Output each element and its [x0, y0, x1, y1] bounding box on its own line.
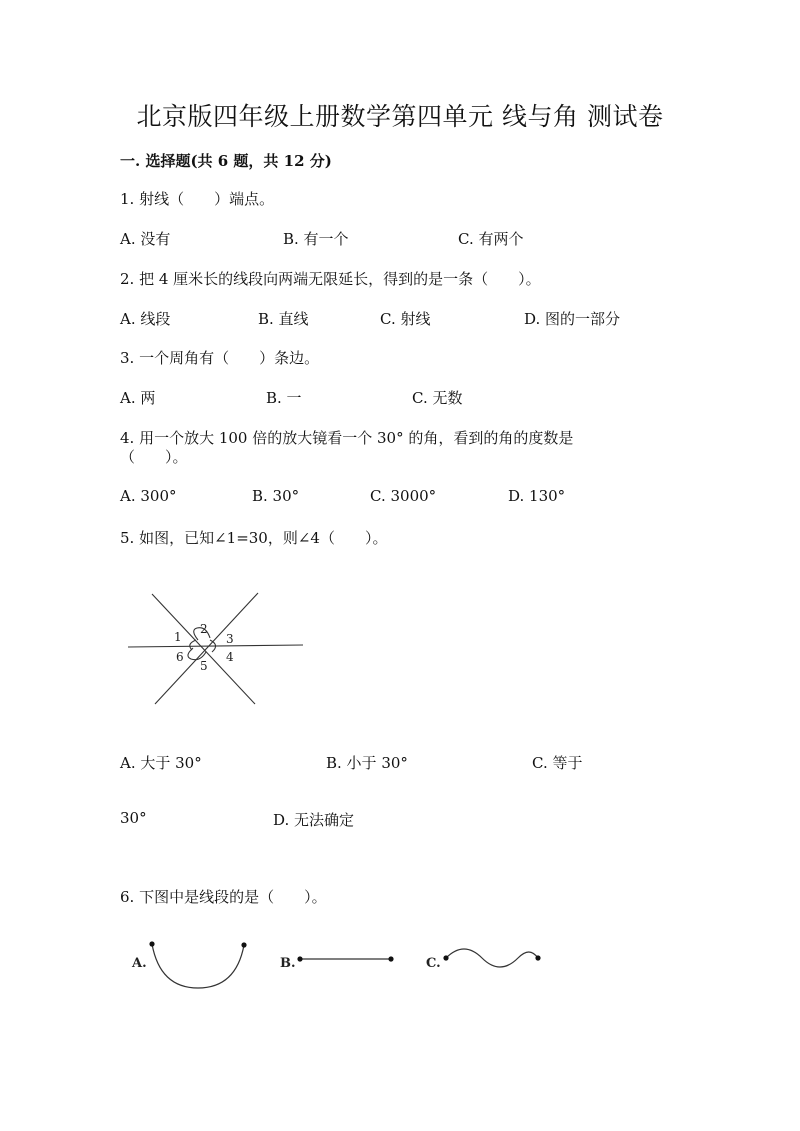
angle-arc-3 [210, 640, 216, 652]
endpoint-a-left [149, 941, 154, 946]
question-2-option-c: C. 射线 [380, 310, 431, 328]
question-5-option-c: C. 等于 [532, 754, 583, 772]
question-1-option-b: B. 有一个 [283, 230, 349, 248]
question-1-option-a: A. 没有 [120, 230, 171, 248]
question-4-option-d: D. 130° [508, 487, 566, 505]
angle-arc-2 [194, 628, 210, 640]
question-3-option-a: A. 两 [120, 389, 156, 407]
question-1-option-c: C. 有两个 [458, 230, 524, 248]
figure-label-b: B. [280, 956, 296, 971]
page-title: 北京版四年级上册数学第四单元 线与角 测试卷 [136, 102, 664, 131]
curve-segment-a [152, 944, 244, 988]
question-5-stem: 5. 如图，已知∠1=30，则∠4（ ）。 [120, 529, 388, 547]
endpoint-a-right [241, 942, 246, 947]
figure-label-c: C. [426, 956, 441, 971]
angle-arc-5 [188, 648, 206, 660]
angle-label-3: 3 [226, 632, 234, 646]
angle-arc-1 [190, 640, 196, 650]
diagonal-line-1 [152, 594, 255, 704]
wavy-segment-c [446, 949, 538, 967]
endpoint-c-left [443, 955, 448, 960]
angle-label-6: 6 [176, 650, 184, 664]
angle-label-4: 4 [226, 650, 234, 664]
question-6-stem: 6. 下图中是线段的是（ ）。 [120, 888, 327, 906]
question-2-option-d: D. 图的一部分 [524, 310, 621, 328]
question-3-option-c: C. 无数 [412, 389, 463, 407]
question-2-option-a: A. 线段 [120, 310, 171, 328]
endpoint-b-left [297, 956, 302, 961]
endpoint-b-right [388, 956, 393, 961]
question-2-stem: 2. 把 4 厘米长的线段向两端无限延长，得到的是一条（ ）。 [120, 270, 541, 288]
question-4-stem-line2: （ ）。 [120, 448, 188, 466]
question-4-option-c: C. 3000° [370, 487, 437, 505]
question-5-option-a: A. 大于 30° [120, 754, 202, 772]
question-5-option-b: B. 小于 30° [326, 754, 408, 772]
angle-label-2: 2 [200, 622, 208, 636]
endpoint-c-right [535, 955, 540, 960]
horizontal-line [128, 645, 303, 647]
question-4-option-b: B. 30° [252, 487, 300, 505]
question-4-option-a: A. 300° [120, 487, 177, 505]
section-heading: 一. 选择题(共 6 题，共 12 分) [120, 152, 332, 170]
question-4-stem-line1: 4. 用一个放大 100 倍的放大镜看一个 30° 的角，看到的角的度数是 [120, 429, 574, 447]
angle-label-5: 5 [200, 659, 208, 673]
question-5-option-c-continued: 30° [120, 809, 147, 827]
question-5-option-d: D. 无法确定 [273, 811, 355, 829]
question-2-option-b: B. 直线 [258, 310, 309, 328]
question-3-option-b: B. 一 [266, 389, 302, 407]
diagonal-line-2 [155, 593, 258, 704]
figure-label-a: A. [132, 956, 147, 971]
question-3-stem: 3. 一个周角有（ ）条边。 [120, 349, 320, 367]
angle-label-1: 1 [174, 630, 182, 644]
question-1-stem: 1. 射线（ ）端点。 [120, 190, 275, 208]
